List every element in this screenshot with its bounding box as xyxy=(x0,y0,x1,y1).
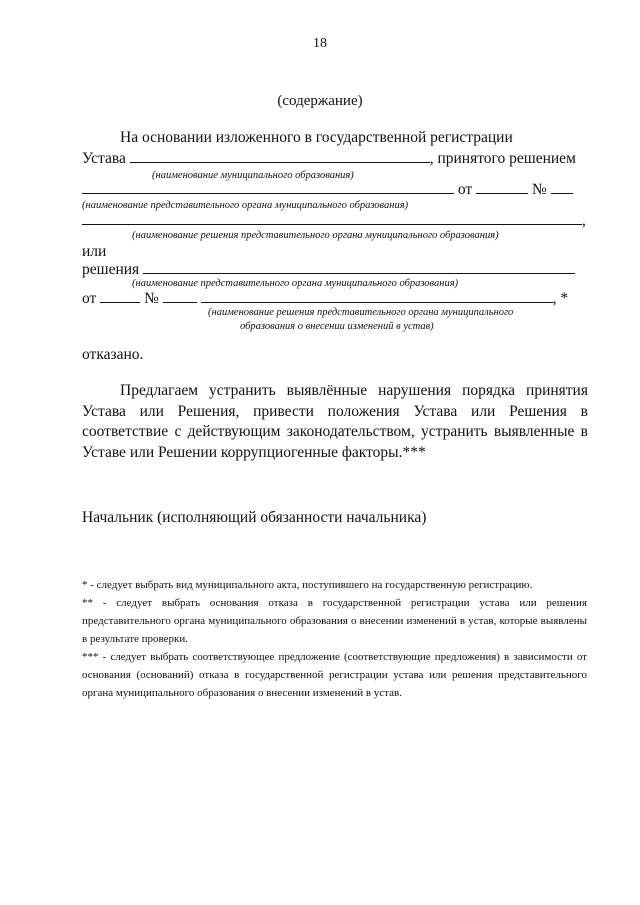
ustav-label: Устава xyxy=(82,150,126,167)
proposal-paragraph: Предлагаем устранить выявлённые нарушения порядка принятия Устава или Решения, привести положения Устава или Решения в соответствие с действующим законодательством, устранить выявленные в Уставе или Решении коррупциогенные факторы.*** xyxy=(82,382,588,461)
ustav-line xyxy=(82,149,576,168)
footnote-1: * - следует выбрать вид муниципального акта, поступившего на государственную регистрацию. xyxy=(82,579,533,591)
asterisk-mark: , * xyxy=(552,290,569,307)
amendment-name-field[interactable] xyxy=(201,289,553,303)
caption-amendment-line1: (наименование решения представительного органа муниципального xyxy=(208,307,514,318)
page-number: 18 xyxy=(313,36,327,51)
decision-label: решения xyxy=(82,261,140,278)
representative-body-line xyxy=(82,180,573,199)
number-label-2: № xyxy=(144,290,159,307)
comma: , xyxy=(582,212,586,229)
refused-text: отказано. xyxy=(82,346,144,363)
decision-name-field[interactable] xyxy=(82,211,582,225)
footnote-3: *** - следует выбрать соответствующее предложение (соответствующие предложения) в зависимости от основания (оснований) отказа в государственной регистрации устава или решения представительного органа муниципального образования о внесении изменений в устав. xyxy=(82,651,587,699)
from-label: от xyxy=(457,181,473,198)
caption-decision-name: (наименование решения представительного органа муниципального образования) xyxy=(132,230,499,241)
decision-number-field[interactable] xyxy=(551,180,573,194)
amendment-number-field[interactable] xyxy=(163,289,197,303)
decision-name-line xyxy=(82,211,586,230)
caption-representative-body: (наименование представительного органа муниципального образования) xyxy=(82,200,409,211)
decision-body-field[interactable] xyxy=(143,260,575,274)
adopted-by-text: , принятого решением xyxy=(429,150,576,167)
caption-decision-body: (наименование представительного органа муниципального образования) xyxy=(132,278,459,289)
page-subtitle: (содержание) xyxy=(277,93,363,109)
from-label-2: от xyxy=(82,290,97,307)
footnote-2: ** - следует выбрать основания отказа в государственной регистрации устава или решения представительного органа муниципального образования о внесении изменений в устав, которые выявлены в результате проверки. xyxy=(82,597,587,645)
decision-date-field[interactable] xyxy=(476,180,528,194)
caption-amendment-line2: образования о внесении изменений в устав) xyxy=(240,321,434,332)
amendment-date-field[interactable] xyxy=(100,289,140,303)
municipality-name-field[interactable] xyxy=(130,149,430,163)
signature-title: Начальник (исполняющий обязанности начальника) xyxy=(82,509,427,526)
intro-text: На основании изложенного в государственной регистрации xyxy=(120,129,513,146)
representative-body-field[interactable] xyxy=(82,180,454,194)
or-label: или xyxy=(82,243,107,260)
caption-municipality: (наименование муниципального образования) xyxy=(152,170,354,181)
number-label: № xyxy=(531,181,547,198)
